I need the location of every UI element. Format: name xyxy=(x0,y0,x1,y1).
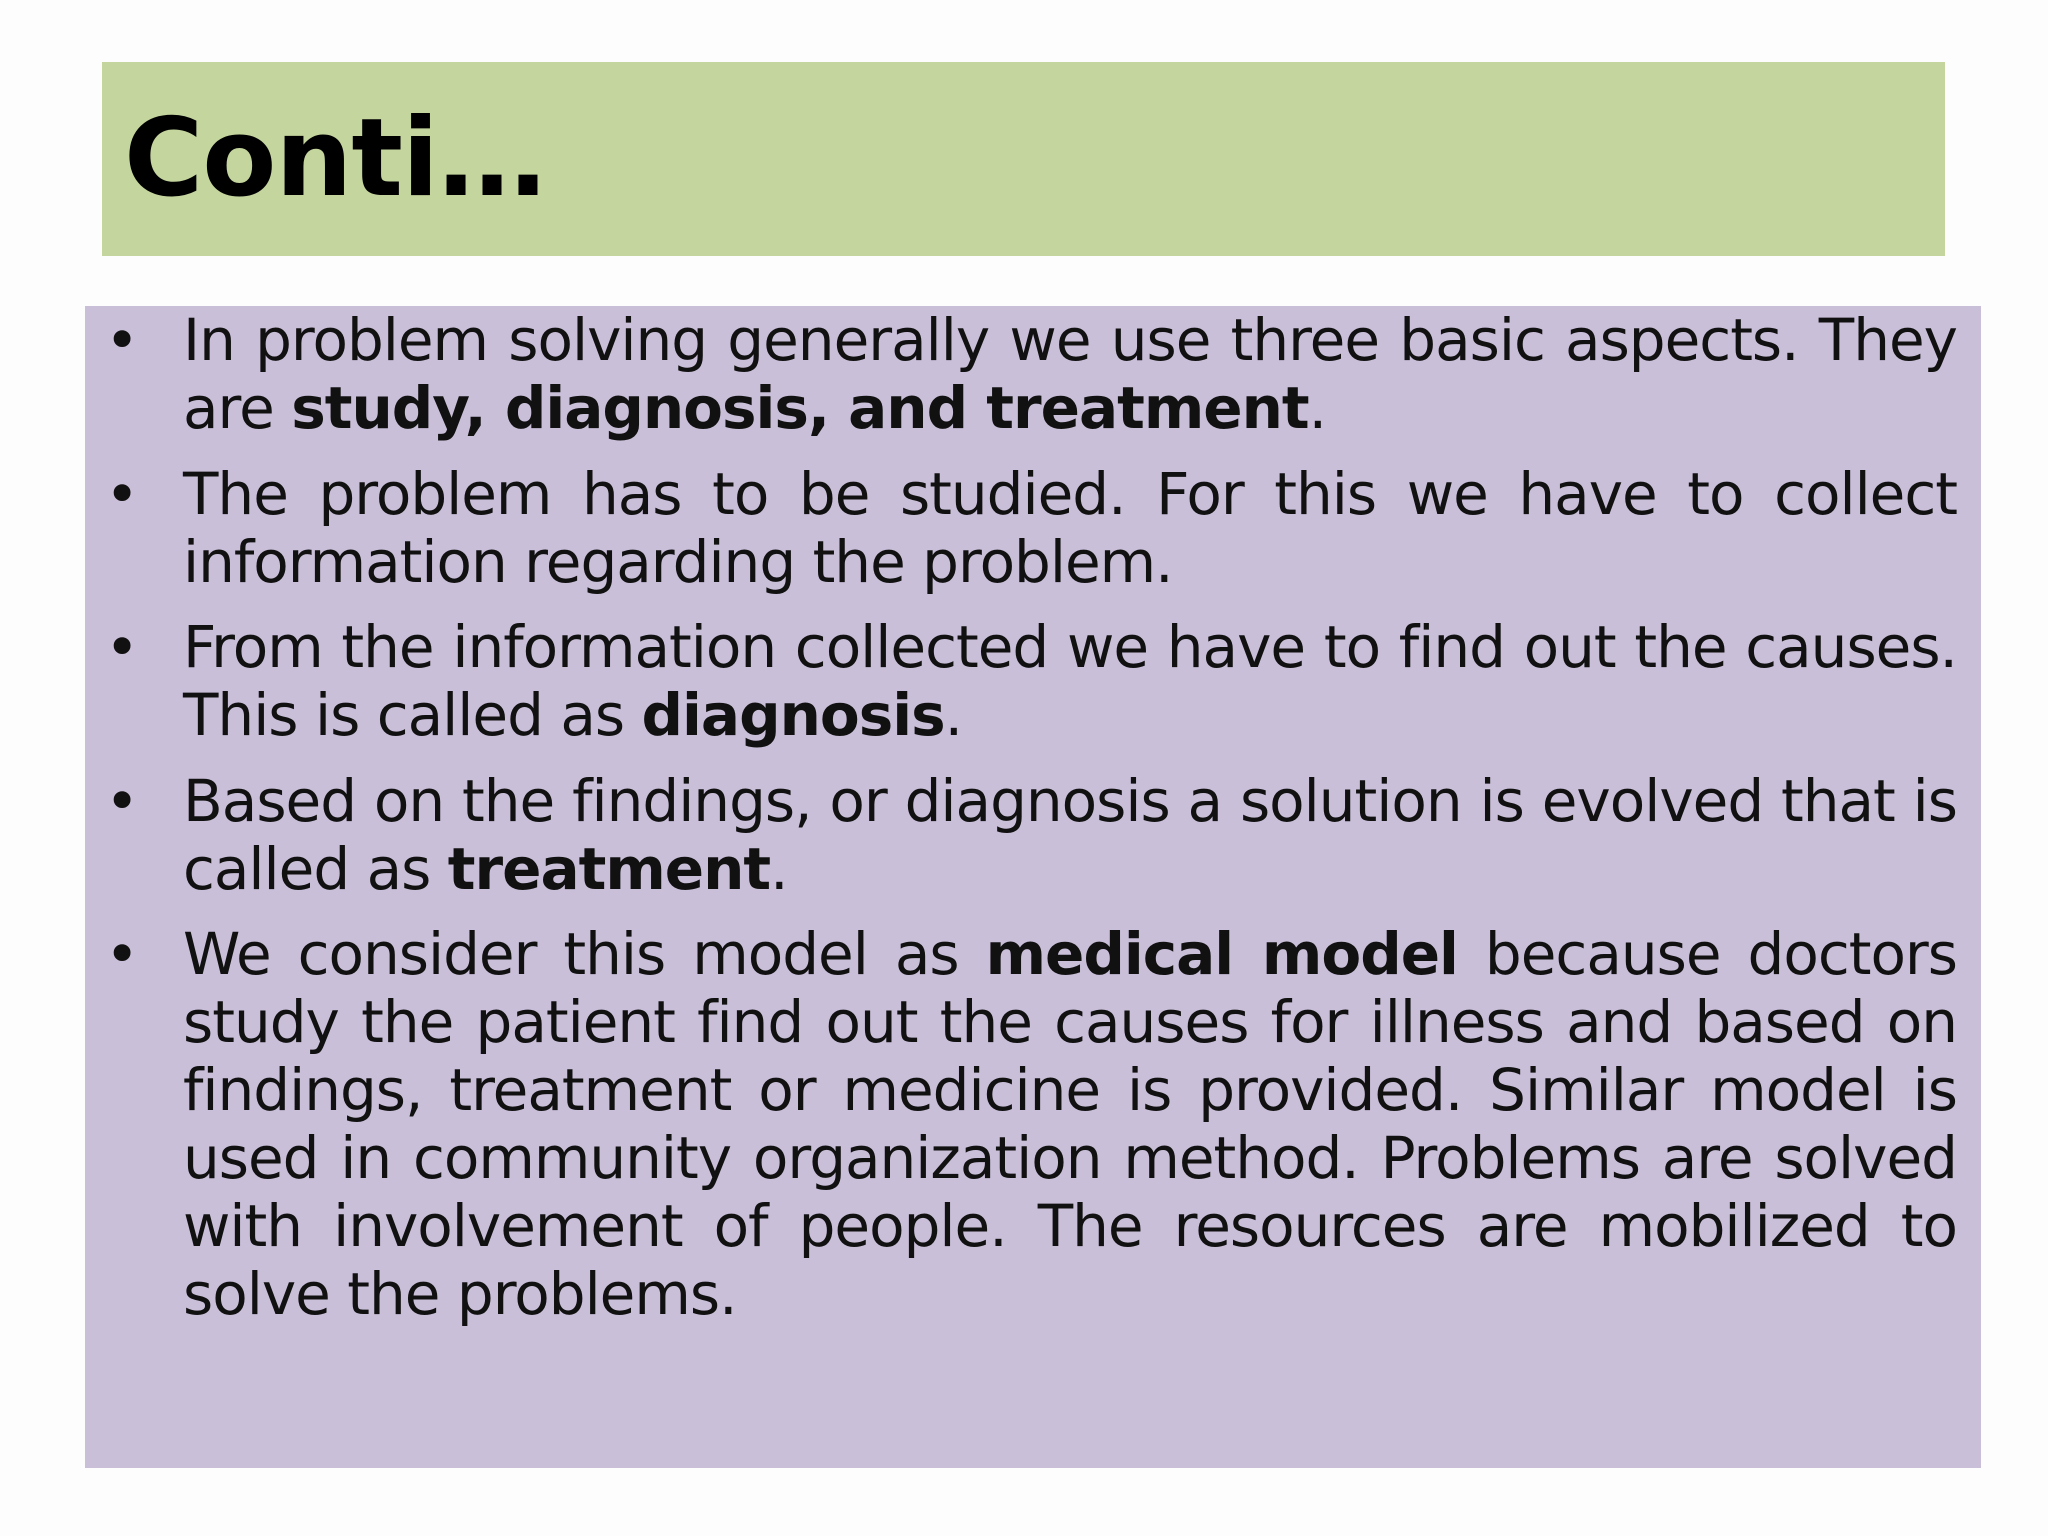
title-bar xyxy=(102,62,1945,256)
slide-title: Conti… xyxy=(124,96,545,221)
bullet-text-2 xyxy=(183,460,1957,596)
bullet-dot-icon: • xyxy=(105,767,140,835)
bullet-text-4 xyxy=(183,767,1957,903)
bullet-text-5-before: We consider this model as xyxy=(183,920,986,988)
bullet-text-3-before: From the information collected we have to find out the causes. This is called as xyxy=(183,613,1957,749)
content-box xyxy=(85,306,1981,1468)
bullet-text-4-after: . xyxy=(770,835,788,903)
bullet-text-1 xyxy=(183,306,1957,442)
bullet-text-5-bold: medical model xyxy=(985,920,1458,988)
bullet-text-3-after: . xyxy=(944,681,963,749)
bullet-text-2-before: The problem has to be studied. For this we have to collect information regarding the problem. xyxy=(183,460,1957,596)
bullet-dot-icon: • xyxy=(105,306,140,374)
bullet-text-3 xyxy=(183,613,1957,749)
bullet-text-4-bold: treatment xyxy=(447,835,771,903)
bullet-text-5-after: because doctors study the patient find out the causes for illness and based on findings, treatment or medicine is provided. Similar model is used in community organization method. Problems are solved with involvement of people. The resources are mobilized to solve the problems. xyxy=(183,920,1957,1328)
bullet-text-1-before: In problem solving generally we use three basic aspects. They are xyxy=(183,306,1957,442)
bullet-text-1-after: . xyxy=(1308,374,1327,442)
bullet-dot-icon: • xyxy=(105,613,140,681)
bullet-dot-icon: • xyxy=(105,920,140,988)
bullet-text-3-bold: diagnosis xyxy=(641,681,945,749)
bullet-text-1-bold: study, diagnosis, and treatment xyxy=(291,374,1309,442)
bullet-text-4-before: Based on the findings, or diagnosis a solution is evolved that is called as xyxy=(183,767,1957,903)
bullet-dot-icon: • xyxy=(105,460,140,528)
bullet-text-5 xyxy=(183,920,1957,1328)
